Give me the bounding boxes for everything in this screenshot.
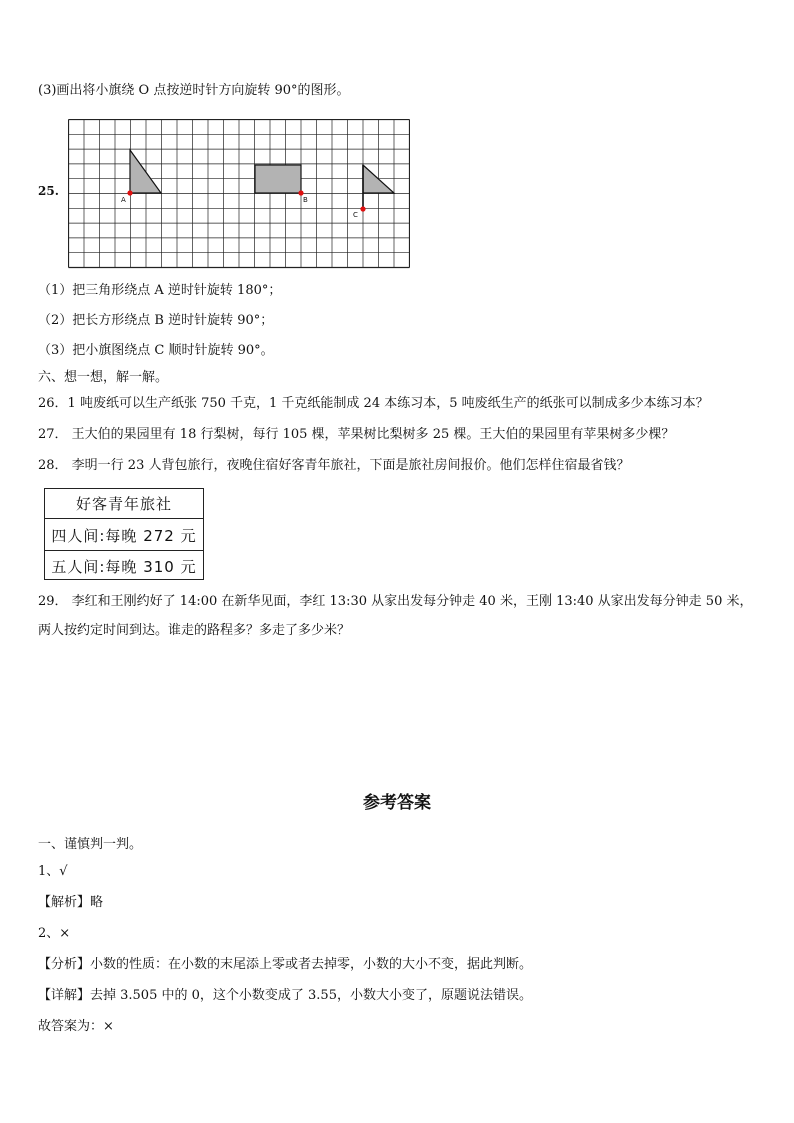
room-5-price: 五人间:每晚 310 元 (51, 558, 197, 576)
q24-part3-text: (3)画出将小旗绕 O 点按逆时针方向旋转 90°的图形。 (38, 83, 350, 98)
q25-item-2: （2）把长方形绕点 B 逆时针旋转 90°； (38, 313, 274, 328)
question-26: 26．1 吨废纸可以生产纸张 750 千克，1 千克纸能制成 24 本练习本，5 吨废纸生产的纸张可以制成多少本练习本？ (38, 396, 709, 411)
point-a-label: A (121, 196, 126, 204)
hostel-price-table (44, 488, 204, 580)
section-6-heading: 六、想一想，解一解。 (38, 370, 169, 385)
rectangle-shape (255, 165, 301, 193)
question-27: 27． 王大伯的果园里有 18 行梨树，每行 105 棵，苹果树比梨树多 25 棵。王大伯的果园里有苹果树多少棵？ (38, 427, 675, 442)
answer-2: 2、× (38, 926, 71, 941)
question-28: 28． 李明一行 23 人背包旅行，夜晚住宿好客青年旅社，下面是旅社房间报价。他们怎样住宿最省钱？ (38, 458, 630, 473)
point-c-label: C (353, 211, 358, 219)
answer-2-xiangjie: 【详解】去掉 3.505 中的 0，这个小数变成了 3.55，小数大小变了，原题说法错误。 (38, 988, 532, 1003)
hostel-name: 好客青年旅社 (75, 495, 172, 513)
point-a (127, 190, 132, 195)
question-29-line-2: 两人按约定时间到达。谁走的路程多？多走了多少米？ (38, 623, 351, 638)
q25-item-1: （1）把三角形绕点 A 逆时针旋转 180°； (38, 283, 282, 298)
question-25-number: 25. (38, 184, 59, 198)
answer-2-final: 故答案为：× (38, 1019, 114, 1034)
q25-item-3: （3）把小旗图绕点 C 顺时针旋转 90°。 (38, 343, 274, 358)
grid-lines (69, 120, 410, 268)
point-b-label: B (303, 196, 308, 204)
answer-1-analysis: 【解析】略 (38, 895, 104, 910)
rotation-grid-figure (68, 119, 410, 269)
question-29-line-1: 29． 李红和王刚约好了 14:00 在新华见面，李红 13:30 从家出发每分钟走 40 米，王刚 13:40 从家出发每分钟走 50 米， (38, 594, 753, 609)
triangle-shape (130, 150, 161, 193)
answer-section-1-heading: 一、谨慎判一判。 (38, 837, 143, 852)
answer-2-fenxi: 【分析】小数的性质：在小数的末尾添上零或者去掉零，小数的大小不变，据此判断。 (38, 957, 533, 972)
room-4-price: 四人间:每晚 272 元 (51, 527, 197, 545)
point-b (298, 190, 303, 195)
answer-key-title: 参考答案 (363, 793, 431, 813)
point-c (360, 206, 365, 211)
answer-1: 1、√ (38, 864, 68, 879)
